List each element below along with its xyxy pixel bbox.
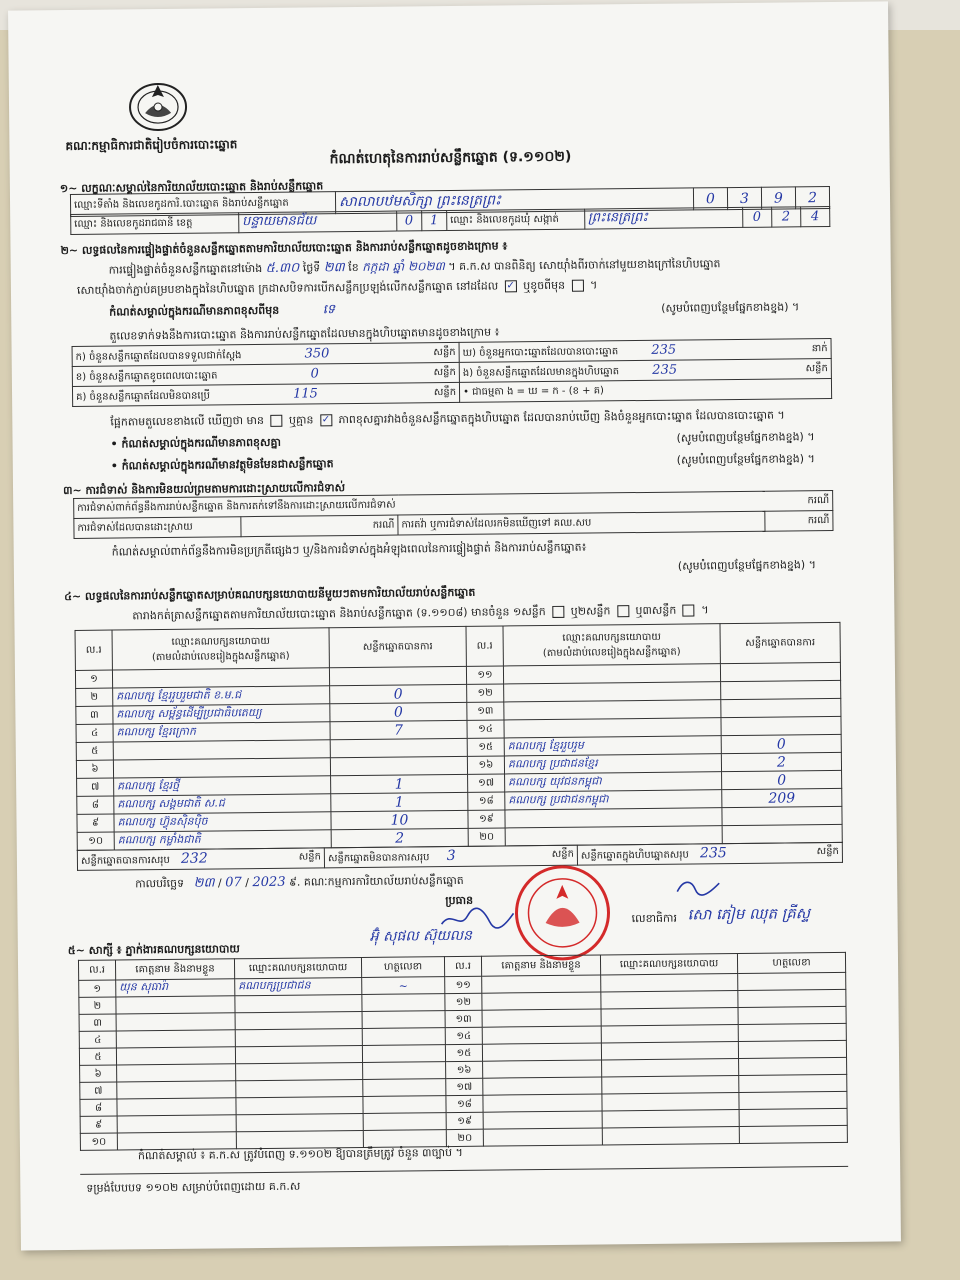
witness-number [80,1116,117,1133]
witness-number-text: ២ [93,1000,102,1012]
witness-name [117,1098,236,1116]
witness-name [483,1060,602,1078]
witness-name [117,1132,236,1150]
party-name: គណបក្ស ខ្មែរក្រោក [116,724,196,739]
party-name: គណបក្ស ប្រជាជនខ្មែរ [507,755,598,770]
witness-number-text: ៦ [94,1068,102,1080]
seal-intact-checkbox[interactable]: ✓ [506,280,515,292]
total-invalid-value: 3 [446,847,456,865]
commune-code-digit: 2 [781,209,791,225]
witness-name [483,1077,602,1095]
witness-number [446,1112,483,1129]
witness-number [79,1014,116,1031]
total-valid-value: 232 [180,850,208,867]
witness-signature [738,1040,846,1058]
witness-signature [362,977,445,995]
president-name: អ៊ុំ សុផល ស៊ុយលន [369,927,473,945]
ballot-count-form [8,1,901,1250]
party-number: ១៩ [479,813,494,825]
committee-name: គណៈកម្មាធិការជាតិរៀបចំការបោះឆ្នោត [65,137,238,154]
commune-label: ឈ្មោះ និងលេខកូដឃុំ សង្កាត់ [447,209,585,230]
section4-heading: ៤~ លទ្ធផលនៃការរាប់សន្លឹកឆ្នោតសម្រាប់គណបក្សនយោបាយនីមួយៗតាមការិយាល័យរាប់សន្លឹកឆ្នោត [64,585,476,604]
witness-number-text: ១៣ [455,1013,472,1025]
witness-number [79,1031,116,1048]
seal-status-line: សោយ៉ាំងចាក់ភ្ជាប់គម្របខាងក្នុងនៃហិបឆ្នោត ក្រដាសបិទការបើកសន្លឹកប្រឡង់លើកសន្លឹកឆ្នោត នៅដដែល ✓ ឬខូចពីមុន ។ [76,278,598,297]
remark1-line: កំណត់សម្គាល់ក្នុងករណីមានភាពខុសពីមុន ទេ [109,302,336,319]
witness-number-text: ៤ [94,1034,102,1046]
witness-signature [739,1074,847,1092]
office-code-digit: 0 [705,190,715,207]
witness-name [483,1094,602,1112]
section4-intro: តារាងកត់ត្រាសន្លឹកឆ្នោតតាមការិយាល័យបោះឆ្នោត និងរាប់សន្លឹកឆ្នោត (ទ.១១០៨) មានចំនួន ១សន្លឹក ឬ២សន្លឹក ឬ៣សន្លឹក ។ [132,603,709,623]
party-votes: 0 [393,686,403,703]
party-number: ៩ [91,817,100,829]
box-ballots-value: 235 [652,362,678,378]
witness-signature [363,1079,446,1097]
commune-code-digit: 4 [810,209,820,225]
party-name: គណបក្ស ខ្មែរថ្មី [117,778,180,793]
witness-name [482,992,601,1010]
witness-signature [363,1096,446,1114]
witness-signature [739,1108,847,1126]
figures-table: ក) ចំនួនសន្លឹកឆ្នោតដែលបានទទួលជាក់ស្តែង 350 សន្លឹក ឃ) ចំនួនអ្នកបោះឆ្នោតដែលបានបោះឆ្នោត 235 នាក់ ខ) ចំនួនសន្លឹកឆ្នោតខូចពេលបោះឆ្នោត 0 សន្លឹក ង) ចំនួនសន្លឹកឆ្នោតដែលមានក្នុងហិបឆ្នោត 235 សន្លឹក គ) ចំនួនសន្លឹកឆ្នោតដែលមិនបានប្រើ 115 សន្លឹក • ជាធម្មតា ង = ឃ = ក - (ខ + គ) [72,338,833,407]
section1-heading: ១~ លក្ខណៈសម្គាល់នៃការិយាល័យបោះឆ្នោត និងរាប់សន្លឹកឆ្នោត [59,179,324,196]
witness-number-text: ៥ [94,1051,102,1063]
formula-note: • ជាធម្មតា ង = ឃ = ក - (ខ + គ) [459,379,831,403]
witness-party [601,1008,738,1026]
witness-number-text: ៨ [94,1102,103,1114]
witness-party [602,1093,739,1111]
party-name: គណបក្ស ហ៊្វុនស៊ិនប៉ិច [117,814,208,829]
verification-month-year: កក្កដា ឆ្នាំ ២០២៣ [362,259,445,274]
section2-heading: ២~ លទ្ធផលនៃការផ្ទៀងផ្ទាត់ចំនួនសន្លឹកឆ្នោតតាមការិយាល័យបោះឆ្នោត និងការរាប់សន្លឹកឆ្នោតដូចខាងក្រោម ៖ [60,239,508,258]
witness-number-text: ១៥ [456,1047,472,1059]
party-number: ៧ [90,781,100,793]
remark1-hint: (សូមបំពេញបន្ថែមផ្នែកខាងខ្នង) ។ [661,300,800,315]
secretary-label: លេខាធិការ [631,911,678,926]
witness-number [446,1061,483,1078]
witness-name [483,1128,602,1146]
witness-party [235,977,362,995]
party-votes: 7 [394,722,404,739]
witness-signature [738,1006,846,1024]
sheets-2-checkbox[interactable] [617,605,629,617]
remark1-value: ទេ [322,302,336,318]
witness-number [80,1133,117,1150]
date-day: ២៣ [193,875,215,891]
witness-party [236,1130,363,1148]
witness-name [116,1030,235,1048]
witness-party [601,1042,738,1060]
party-votes: 1 [394,776,404,793]
party-number: ៨ [91,799,99,811]
witness-number [79,1048,116,1065]
witness-number [445,976,482,993]
verification-line: ការផ្ទៀងផ្ទាត់ចំនួនសន្លឹកឆ្នោតនៅម៉ោង ៥.៣០ ថ្ងៃទី ២៣ ខែ កក្កដា ឆ្នាំ ២០២៣ ។ គ.ក.ស បានពិនិត្យ សោយ៉ាំងពីរចាក់នៅមួយខាងក្រៅនៃហិបឆ្នោត [108,257,721,277]
party-name: គណបក្ស ខ្មែររួបរួមជាតិ ខ.ម.ជ [116,687,242,703]
discrepancy-line: ផ្អែកតាមតួលេខខាងលើ ឃើញថា មាន ឬគ្មាន ✓ ភាពខុសគ្នារវាងចំនួនសន្លឹកឆ្នោតក្នុងហិបឆ្នោត ដែលបានរាប់ឃើញ និងចំនួនអ្នកបោះឆ្នោត ដែលបានបោះឆ្នោត ។ [110,408,785,429]
party-votes: 1 [394,794,404,811]
witness-number-text: ៩ [95,1119,103,1131]
footer-note: កំណត់សម្គាល់ ៖ គ.ក.ស ត្រូវបំពេញ ទ.១១០២ ឱ្យបានត្រឹមត្រូវ ចំនួន ៣ច្បាប់ ។ [137,1145,463,1163]
has-discrepancy-checkbox[interactable] [270,415,282,427]
witness-signature [738,989,846,1007]
witness-name [482,1043,601,1061]
witness-number [80,1082,117,1099]
witness-signature-text: ~ [398,978,408,993]
witness-signature [738,1023,846,1041]
received-ballots-value: 350 [304,345,330,362]
official-stamp-icon [507,862,618,963]
nec-emblem-icon [127,77,190,134]
witness-party [602,1127,739,1145]
witness-number [80,1099,117,1116]
sheets-1-checkbox[interactable] [552,606,564,618]
witness-number [79,997,116,1014]
party-number: ២ [90,691,99,703]
witness-signature [362,994,445,1012]
witness-signature [738,972,846,990]
witness-number-text: ១០ [91,1136,107,1148]
office-label: ឈ្មោះទីតាំង និងលេខកូដការិ.បោះឆ្នោត និងរាប់សន្លឹកឆ្នោត [70,192,335,217]
office-code-digit: 9 [773,190,784,207]
total-box-value: 235 [699,845,727,862]
remark2-hint: (សូមបំពេញបន្ថែមផ្នែកខាងខ្នង) ។ [676,430,815,445]
witness-name [482,1026,601,1044]
witness-party [235,994,362,1012]
commune-code-digit: 0 [752,209,762,225]
party-name: គណបក្ស ប្រជាជនកម្ពុជា [508,791,609,806]
witness-name [117,1081,236,1099]
party-rows [75,662,842,850]
witness-signature [363,1062,446,1080]
form-note: ទម្រង់បែបបទ ១១០២ សម្រាប់បំពេញដោយ គ.ក.ស [86,1179,301,1195]
witness-number-text: ១១ [455,979,471,991]
witness-number-text: ៣ [93,1017,102,1029]
witness-name-text: យុន សុធារ៉ា [119,979,169,994]
witness-number-text: ១៧ [456,1081,473,1093]
witness-signature [362,1011,445,1029]
party-votes: 209 [768,789,796,807]
witness-number-text: ១ [93,983,102,995]
witness-signature [362,1045,445,1063]
secretary-name: សោ​ ភៀម ​ឈុត គ្រីស្ទ [687,904,811,924]
date-month: 07 [225,875,242,891]
party-name: គណបក្ស កម្លាំងជាតិ [117,832,201,847]
witness-name [116,996,235,1014]
objections-table: ការជំទាស់ពាក់ព័ន្ធនឹងការរាប់សន្លឹកឆ្នោត និងការតក់ទៅនឹងការដោះស្រាយលើការជំទាស់ ករណី ការជំទាស់ដែលបានដោះស្រាយ ករណី ការតវ៉ា ឬការជំទាស់ដែលរកមិនឃើញទៅ គឈ.សប ករណី [73,490,833,539]
seal-broken-checkbox[interactable] [572,280,584,292]
party-name: គណបក្ស សង្គមជាតិ ស.ជ [117,795,225,811]
office-code-digit: 2 [807,189,818,206]
party-number: ៤ [90,727,99,739]
remark3-hint: (សូមបំពេញបន្ថែមផ្នែកខាងខ្នង) ។ [676,452,815,467]
verification-time: ៥.៣០ [265,260,300,276]
witness-signature [363,1113,446,1131]
party-number: ១៨ [478,795,494,807]
province-label: ឈ្មោះ និងលេខកូដរាជធានី ខេត្ត [71,213,239,235]
party-number: ៥ [91,745,99,757]
witness-number-text: ២០ [457,1132,473,1144]
objection-remark: កំណត់សម្គាល់ពាក់ព័ន្ធនឹងការមិនប្រក្រតីផ្សេងៗ ឬ/និងការជំទាស់ក្នុងអំឡុងពេលនៃការផ្ទៀងផ្ទាត់ និងការរាប់សន្លឹកឆ្នោត៖ [111,540,587,559]
sheets-3-checkbox[interactable] [683,604,695,616]
witness-name [483,1111,602,1129]
party-number: ៦ [91,763,99,775]
date-year: 2023 [252,874,286,891]
witness-name [117,1115,236,1133]
party-number: ១៧ [478,777,495,789]
party-number: ១១ [477,669,493,681]
unused-ballots-value: 115 [293,385,318,402]
party-name: គណបក្ស ខ្មែររួបរួម [507,738,584,752]
witness-party [602,1059,739,1077]
party-number: ១ [90,673,98,685]
witness-party [601,974,738,992]
witness-number-text: ១៨ [457,1098,472,1110]
party-number: ៣ [90,709,99,721]
party-votes: 0 [393,704,403,721]
party-name: គណបក្ស យុវជនកម្ពុជា [508,773,602,788]
party-votes: 2 [395,830,405,847]
office-name: សាលាបឋមសិក្សា ព្រះនេត្រព្រះ [338,192,502,211]
witness-number-text: ១២ [455,996,472,1008]
secretary-signature-icon [673,873,723,900]
party-number: ១៦ [478,759,494,771]
party-votes: 10 [390,811,409,829]
witness-signature [739,1057,847,1075]
witness-number [446,1095,483,1112]
section3-heading: ៣~ ការជំទាស់ និងការមិនយល់ព្រមតាមការដោះស្រាយលើការជំទាស់ [62,481,346,498]
witness-number [445,993,482,1010]
party-results-table: ល.រ ឈ្មោះគណបក្សនយោបាយ (តាមលំដាប់លេខរៀងក្នុងសន្លឹកឆ្នោត) សន្លឹកឆ្នោតបានការ ល.រ ឈ្មោះគណបក្សនយោបាយ (តាមលំដាប់លេខរៀងក្នុងសន្លឹកឆ្នោត) សន្លឹកឆ្នោតបានការ ១ ១១ ២ គណបក្ស ខ្មែររួបរួមជាតិ ខ.ម.ជ 0 ១២ ៣ គណបក្ស សម្ព័ន្ធដើម្បីប្រជាធិបតេយ្យ 0 ១៣ ៤ គណបក្ស ខ្មែរក្រោក 7 ១៤ ៥ ១៥ គណបក្ស ខ្មែររួបរួម 0 ៦ ១៦ គណបក្ស ប្រជាជនខ្មែរ 2 ៧ គណបក្ស ខ្មែរថ្មី 1 ១៧ គណបក្ស យុវជនកម្ពុជា 0 ៨ គណបក្ស សង្គមជាតិ ស.ជ 1 ១៨ គណបក្ស ប្រជាជនកម្ពុជា 209 ៩ គណបក្ស ហ៊្វុនស៊ិនប៉ិច 10 ១៩ ១០ គណបក្ស កម្លាំងជាតិ 2 ២០ [75,622,843,851]
voters-value: 235 [651,342,677,358]
witness-party [236,1079,363,1097]
president-label: ប្រធាន [445,893,474,908]
witness-party [601,991,738,1009]
witness-number [79,980,116,997]
party-votes: 0 [777,772,787,789]
witness-party [235,1028,362,1046]
witness-number-text: ១៩ [457,1115,473,1127]
witness-number [445,1010,482,1027]
totals-table: សន្លឹកឆ្នោតបានការសរុប 232 សន្លឹក សន្លឹកឆ្នោតមិនបានការសរុប 3 សន្លឹក សន្លឹកឆ្នោតក្នុងហិបឆ្នោតសរុប 235 សន្លឹក [77,842,843,871]
witness-party [601,1025,738,1043]
witness-signature [739,1091,847,1109]
witness-name [482,1009,601,1027]
date-line: កាលបរិច្ឆេទ ២៣ / 07 / 2023 ៩. គណៈកម្មការការិយាល័យរាប់សន្លឹកឆ្នោត [135,873,464,891]
witness-name [116,1047,235,1065]
office-code-digit: 3 [739,190,749,207]
witness-party [235,1045,362,1063]
witness-party [236,1096,363,1114]
remark2-label: • កំណត់សម្គាល់ក្នុងករណីមានភាពខុសគ្នា [110,435,282,451]
witness-signature [739,1125,847,1143]
witness-party [236,1062,363,1080]
witness-number [445,1027,482,1044]
witness-name [117,1064,236,1082]
witness-party [235,1011,362,1029]
witness-number [445,1044,482,1061]
witness-number-text: ៧ [94,1085,103,1097]
remark3-label: • កំណត់សម្គាល់ក្នុងករណីមានវត្ថុមិនមែនជាសន្លឹកឆ្នោត [110,457,334,473]
form-title: កំណត់ហេតុនៃការរាប់សន្លឹកឆ្នោត (ទ.១១០២) [329,148,572,168]
witness-number [80,1065,117,1082]
witness-party [602,1110,739,1128]
witness-number-text: ១៤ [456,1030,472,1042]
province-name: បន្ទាយមានជ័យ [242,213,317,230]
witness-table: ល.រ គោត្តនាម និងនាមខ្លួន ឈ្មោះគណបក្សនយោបាយ ហត្ថលេខា ល.រ គោត្តនាម និងនាមខ្លួន ឈ្មោះគណបក្សនយោបាយ ហត្ថលេខា ១ យុន សុធារ៉ា គណបក្សប្រជាជន ~ ១១ ២ ១២ ៣ ១៣ ៤ ១៤ ៥ ១៥ ៦ ១៦ ៧ ១៧ ៨ ១៨ ៩ ១៩ ១០ ២០ [78,952,848,1151]
spoiled-ballots-value: 0 [310,365,319,381]
footer-divider [80,1166,848,1175]
witness-party-text: គណបក្សប្រជាជន [238,978,311,993]
province-code-digit: 0 [404,213,414,229]
party-number: ១៤ [478,723,493,735]
party-votes: 2 [776,754,786,771]
witness-rows [79,972,848,1150]
witness-name [482,975,601,993]
figures-intro: តួលេខទាក់ទងនឹងការបោះឆ្នោត និងការរាប់សន្លឹកឆ្នោតដែលមានក្នុងហិបឆ្នោតមានដូចខាងក្រោម ៖ [109,325,500,343]
party-number: ១៥ [478,741,494,753]
witness-name [116,1013,235,1031]
no-discrepancy-checkbox[interactable]: ✓ [321,414,331,426]
witness-signature [363,1130,446,1148]
witness-number [446,1078,483,1095]
witness-party [602,1076,739,1094]
party-name: គណបក្ស សម្ព័ន្ធដើម្បីប្រជាធិបតេយ្យ [116,705,262,721]
witness-number [446,1129,483,1146]
witness-party [236,1113,363,1131]
verification-day: ២៣ [323,260,345,276]
witness-name [116,979,235,997]
witness-number-text: ១៦ [456,1064,472,1076]
witness-signature [362,1028,445,1046]
objection-hint: (សូមបំពេញបន្ថែមផ្នែកខាងខ្នង) ។ [677,558,816,573]
party-number: ១២ [477,687,493,699]
party-votes: 0 [776,736,786,753]
party-number: ១៣ [477,705,494,717]
party-number: ១០ [88,835,104,847]
province-code-digit: 1 [429,213,439,229]
party-number: ២០ [479,831,495,843]
section5-heading: ៥~ សាក្សី ៖ ភ្នាក់ងារគណបក្សនយោបាយ [67,942,240,958]
commune-name: ព្រះនេត្រព្រះ [587,209,649,226]
